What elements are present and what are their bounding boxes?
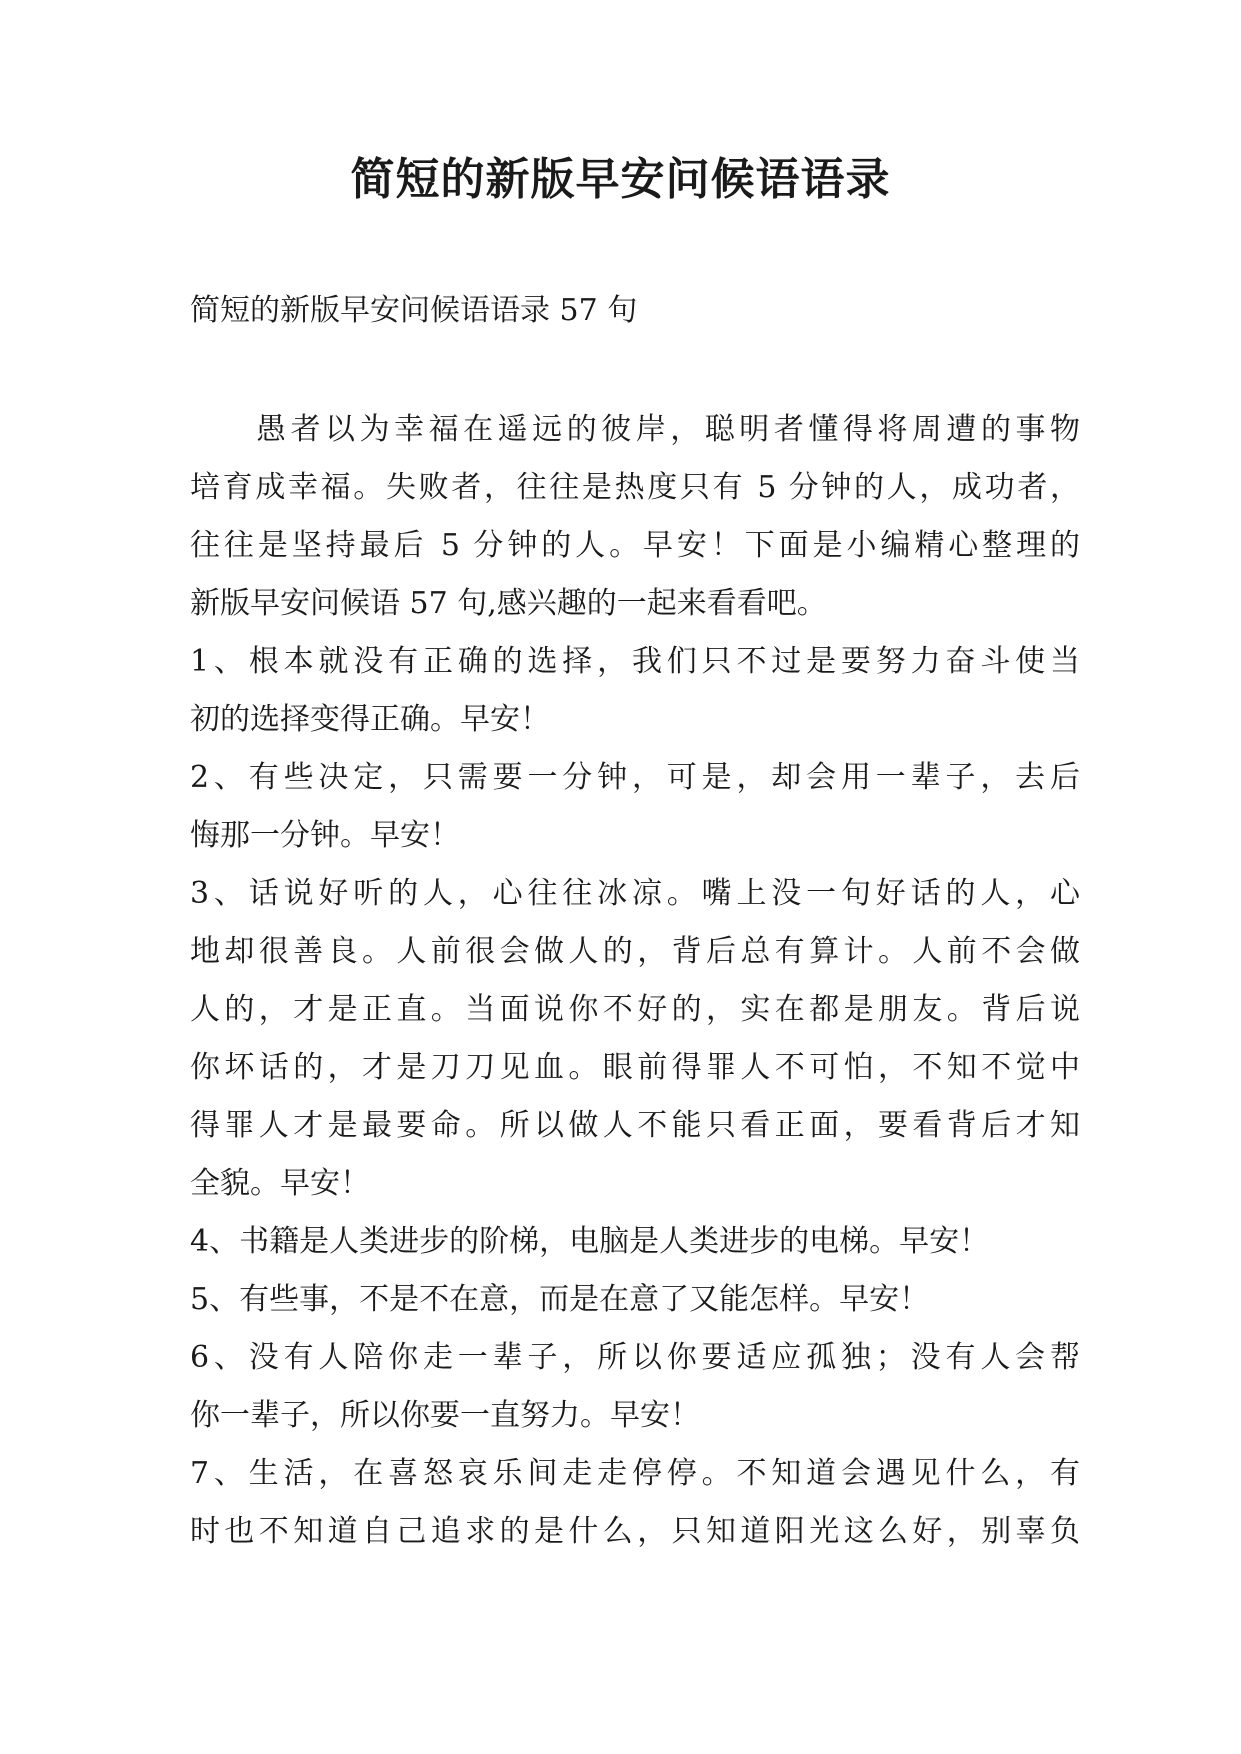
body-line: 往往是坚持最后 5 分钟的人。早安！下面是小编精心整理的 <box>190 528 1080 563</box>
body-line: 3、话说好听的人，心往往冰凉。嘴上没一句好话的人，心 <box>190 876 1080 911</box>
body-line: 你坏话的，才是刀刀见血。眼前得罪人不可怕，不知不觉中 <box>190 1050 1080 1085</box>
body-line: 1、根本就没有正确的选择，我们只不过是要努力奋斗使当 <box>190 644 1080 679</box>
body-line: 初的选择变得正确。早安！ <box>190 702 550 737</box>
document-body <box>190 401 1080 1561</box>
body-line: 2、有些决定，只需要一分钟，可是，却会用一辈子，去后 <box>190 760 1080 795</box>
body-line: 悔那一分钟。早安！ <box>190 818 460 853</box>
body-line: 你一辈子，所以你要一直努力。早安！ <box>190 1398 700 1433</box>
body-line: 人的，才是正直。当面说你不好的，实在都是朋友。背后说 <box>190 992 1080 1027</box>
body-line: 5、有些事，不是不在意，而是在意了又能怎样。早安！ <box>190 1282 930 1317</box>
body-line: 6、没有人陪你走一辈子，所以你要适应孤独；没有人会帮 <box>190 1340 1080 1375</box>
body-line: 全貌。早安！ <box>190 1166 370 1201</box>
body-line: 新版早安问候语 57 句,感兴趣的一起来看看吧。 <box>190 586 827 621</box>
body-line: 得罪人才是最要命。所以做人不能只看正面，要看背后才知 <box>190 1108 1080 1143</box>
document-subtitle: 简短的新版早安问候语语录 57 句 <box>190 293 638 328</box>
body-line: 地却很善良。人前很会做人的，背后总有算计。人前不会做 <box>190 934 1080 969</box>
body-line: 培育成幸福。失败者，往往是热度只有 5 分钟的人，成功者， <box>190 470 1080 505</box>
document-title: 简短的新版早安问候语语录 <box>350 154 891 205</box>
body-line: 时也不知道自己追求的是什么，只知道阳光这么好，别辜负 <box>190 1514 1080 1549</box>
body-line: 愚者以为幸福在遥远的彼岸，聪明者懂得将周遭的事物 <box>256 412 1080 447</box>
body-line: 7、生活，在喜怒哀乐间走走停停。不知道会遇见什么，有 <box>190 1456 1080 1491</box>
body-line: 4、书籍是人类进步的阶梯，电脑是人类进步的电梯。早安！ <box>190 1224 990 1259</box>
